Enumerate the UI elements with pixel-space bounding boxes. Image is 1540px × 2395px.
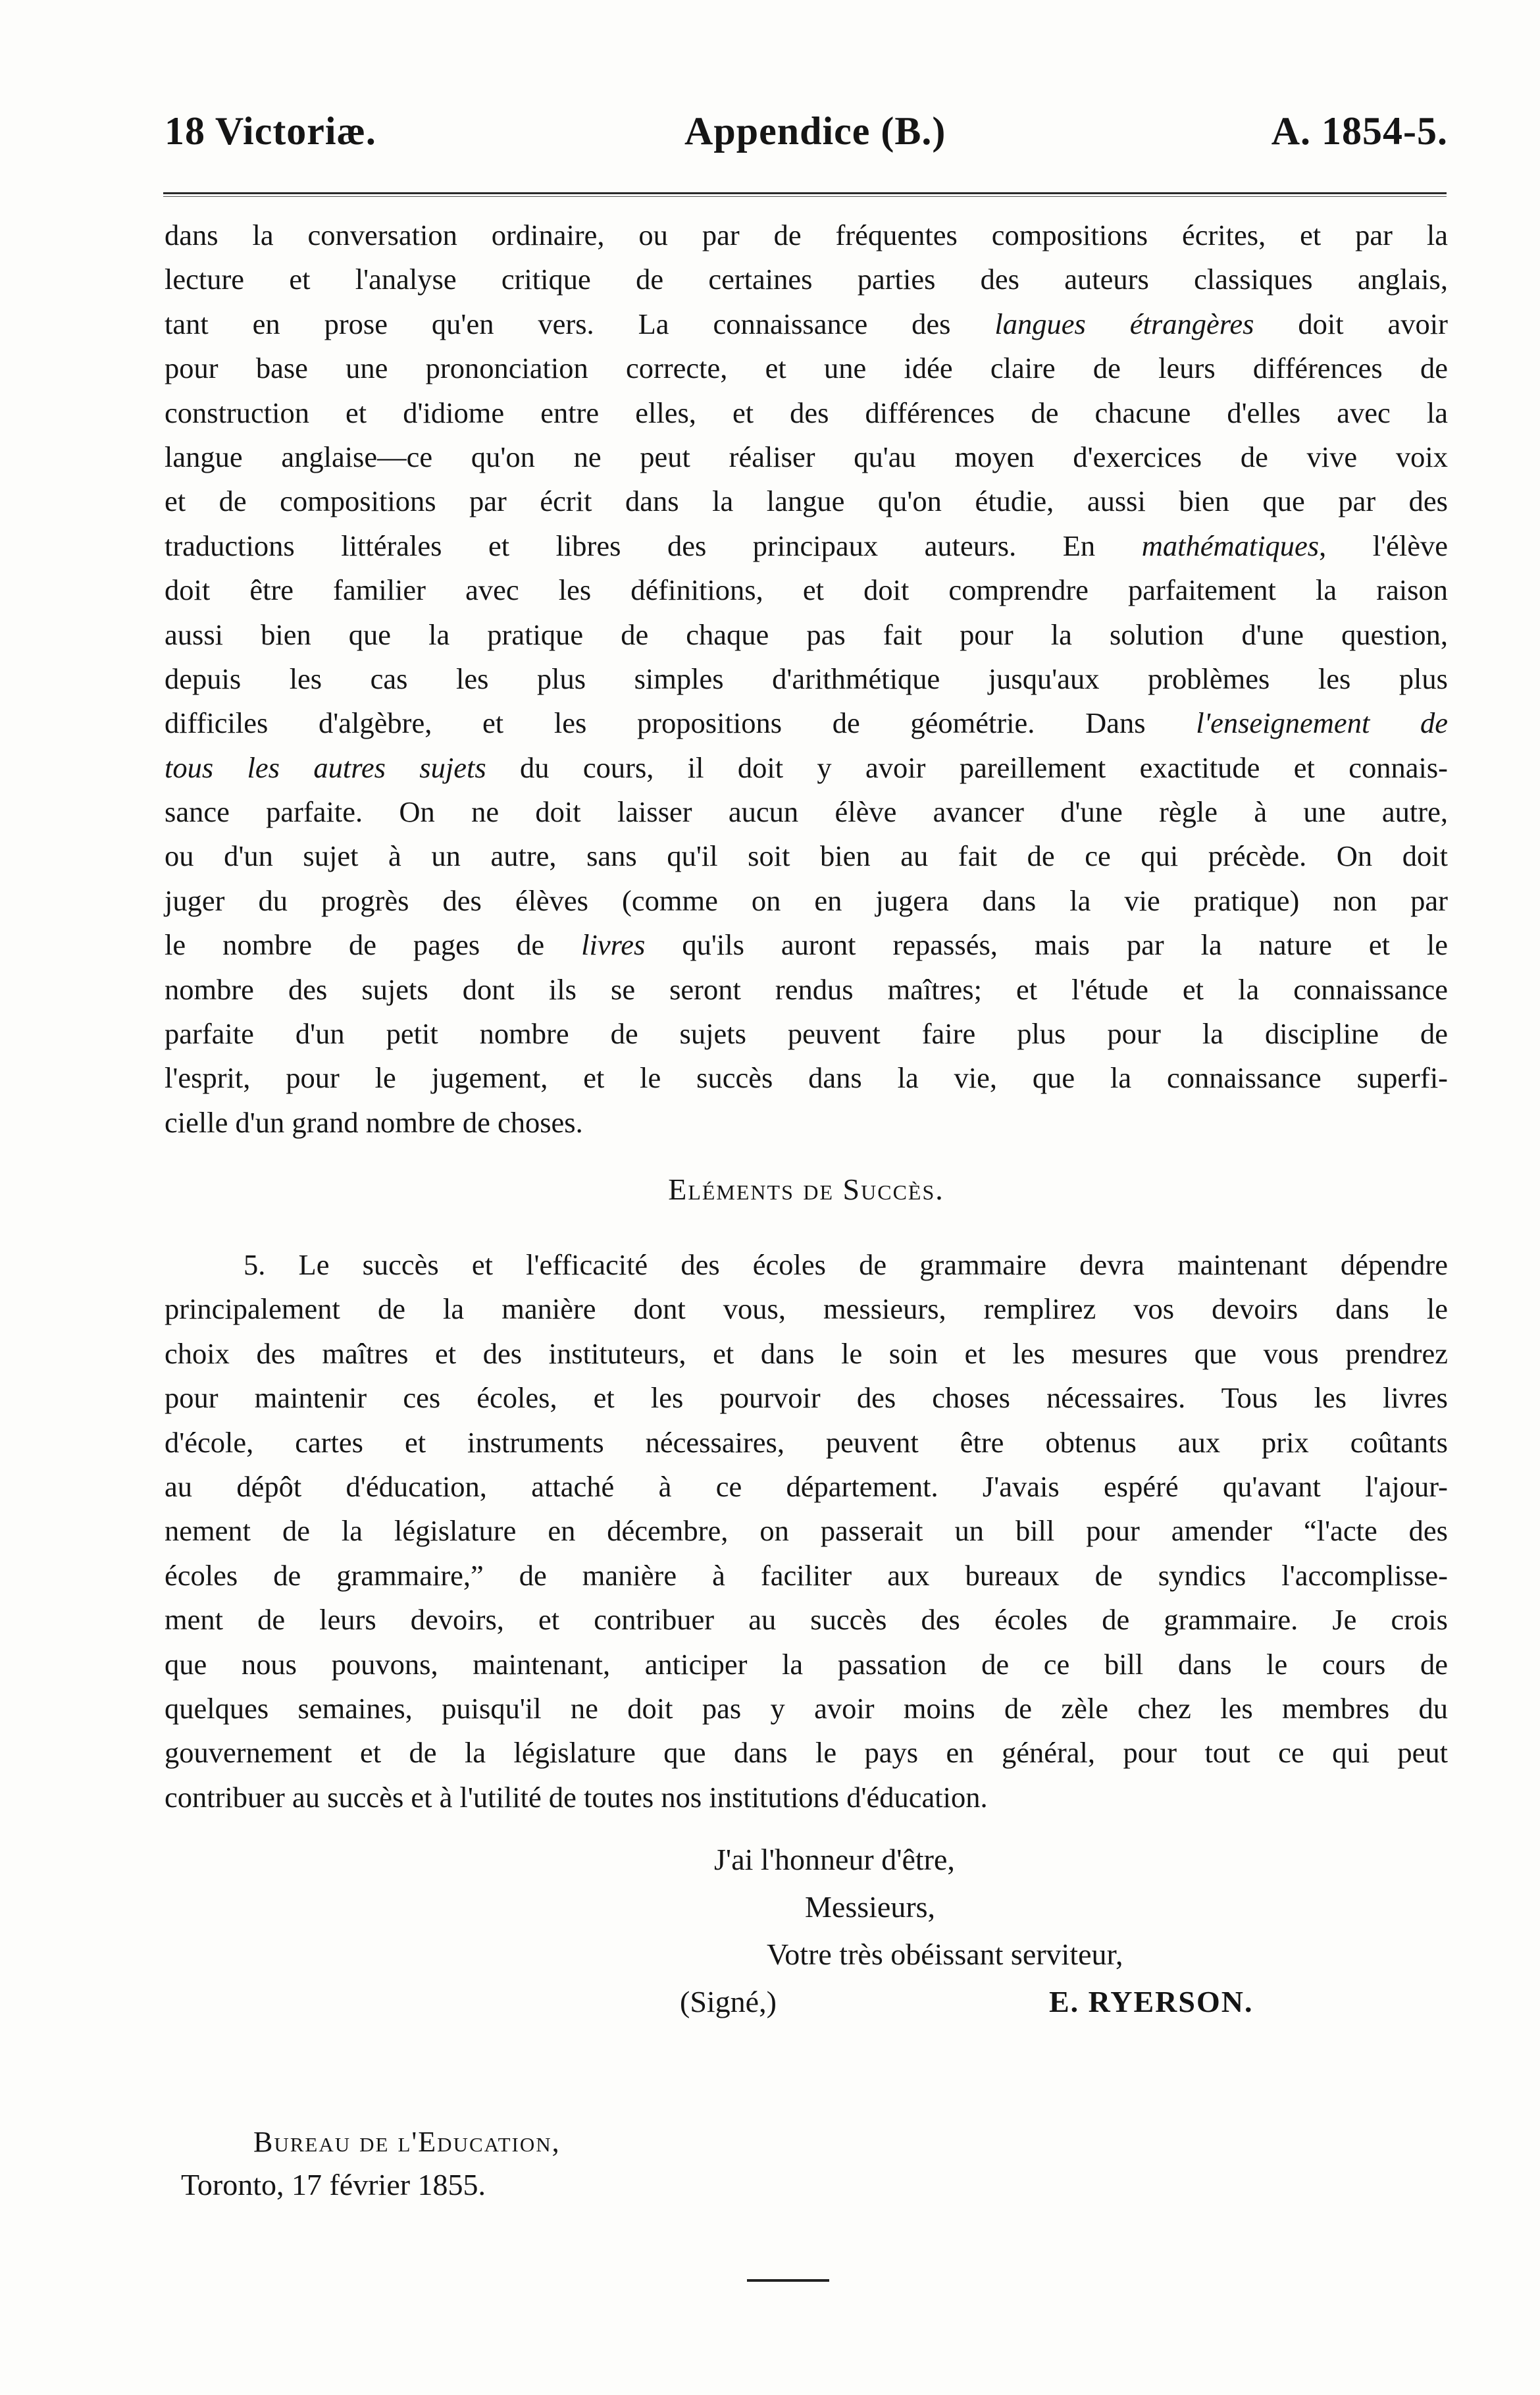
text-line: le nombre de pages de livres qu'ils auront repassés, mais par la nature et le [165, 928, 1449, 962]
text-line: que nous pouvons, maintenant, anticiper la passation de ce bill dans le cours de [165, 1647, 1448, 1681]
text-line: juger du progrès des élèves (comme on en jugera dans la vie pratique) non par [165, 883, 1448, 917]
text-line: cielle d'un grand nombre de choses. [165, 1105, 583, 1139]
end-rule [747, 2279, 829, 2286]
emphasis-mathematiques: mathématiques [1141, 529, 1320, 562]
text-line: parfaite d'un petit nombre de sujets peuvent faire plus pour la discipline de [165, 1017, 1448, 1051]
emphasis-enseignement: l'enseignement de [1196, 706, 1448, 740]
header-rule [163, 192, 1447, 194]
bureau-line: Bureau de l'Education, [253, 2126, 561, 2158]
paragraph-continuation [165, 213, 1448, 1145]
text-line: langue anglaise—ce qu'on ne peut réaliser qu'au moyen d'exercices de vive voix [165, 440, 1448, 473]
text-line: aussi bien que la pratique de chaque pas fait pour la solution d'une question, [165, 618, 1448, 651]
text-line: nement de la législature en décembre, on passerait un bill pour amender “l'acte des [165, 1514, 1448, 1548]
signature-name: E. RYERSON. [1049, 1985, 1254, 2018]
paragraph-5 [165, 1243, 1448, 1820]
text-line: tous les autres sujets du cours, il doit y avoir pareillement exactitude et connais- [165, 750, 1448, 784]
section-title: Eléments de Succès. [668, 1172, 944, 1206]
header-year: A. 1854-5. [1271, 109, 1448, 153]
text-line: ou d'un sujet à un autre, sans qu'il soit bien au fait de ce qui précède. On doit [165, 839, 1448, 873]
text-line: écoles de grammaire,” de manière à faciliter aux bureaux de syndics l'accomplisse- [165, 1558, 1448, 1592]
text-line: traductions littérales et libres des principaux auteurs. En mathématiques, l'élève [165, 529, 1449, 562]
text-line: pour base une prononciation correcte, et une idée claire de leurs différences de [165, 352, 1448, 385]
text-line: et de compositions par écrit dans la langue qu'on étudie, aussi bien que par des [165, 485, 1448, 518]
text-line: choix des maîtres et des instituteurs, et dans le soin et les mesures que vous prendrez [165, 1336, 1448, 1370]
text-line: ment de leurs devoirs, et contribuer au succès des écoles de grammaire. Je crois [165, 1603, 1448, 1637]
text-line: construction et d'idiome entre elles, et des différences de chacune d'elles avec la [165, 396, 1448, 429]
header-session: 18 Victoriæ. [165, 109, 376, 153]
closing-servant: Votre très obéissant serviteur, [767, 1937, 1123, 1971]
text-line: quelques semaines, puisqu'il ne doit pas y avoir moins de zèle chez les membres du [165, 1691, 1448, 1725]
emphasis-livres: livres [581, 928, 646, 962]
closing-honour: J'ai l'honneur d'être, [714, 1843, 955, 1876]
closing-signed: (Signé,) [680, 1985, 777, 2018]
header-appendix: Appendice (B.) [684, 109, 946, 153]
emphasis-sujets: tous les autres sujets [165, 750, 486, 784]
text-line: l'esprit, pour le jugement, et le succès dans la vie, que la connaissance superfi- [165, 1061, 1448, 1095]
text-line: sance parfaite. On ne doit laisser aucun élève avancer d'une règle à une autre, [165, 795, 1448, 829]
text-line: lecture et l'analyse critique de certaines parties des auteurs classiques anglais, [165, 263, 1448, 296]
text-line: au dépôt d'éducation, attaché à ce département. J'avais espéré qu'avant l'ajour- [165, 1469, 1448, 1503]
text-line: d'école, cartes et instruments nécessaires, peuvent être obtenus aux prix coûtants [165, 1425, 1448, 1459]
text-line: tant en prose qu'en vers. La connaissance des langues étrangères doit avoir [165, 307, 1448, 340]
emphasis-langues: langues étrangères [994, 307, 1254, 340]
place-date: Toronto, 17 février 1855. [181, 2168, 486, 2201]
text-line: gouvernement et de la législature que dans le pays en général, pour tout ce qui peut [165, 1736, 1448, 1770]
text-line: doit être familier avec les définitions, et doit comprendre parfaitement la raison [165, 573, 1448, 607]
text-line: depuis les cas les plus simples d'arithmétique jusqu'aux problèmes les plus [165, 662, 1448, 695]
text-line: dans la conversation ordinaire, ou par de fréquentes compositions écrites, et par la [165, 219, 1448, 251]
closing-salutation: Messieurs, [805, 1890, 936, 1924]
text-line: pour maintenir ces écoles, et les pourvoir des choses nécessaires. Tous les livres [165, 1381, 1448, 1415]
text-line: 5. Le succès et l'efficacité des écoles de grammaire devra maintenant dépendre [244, 1248, 1448, 1281]
text-line: difficiles d'algèbre, et les propositions de géométrie. Dans l'enseignement de [165, 706, 1448, 740]
running-header [165, 109, 1448, 168]
text-line: nombre des sujets dont ils se seront rendus maîtres; et l'étude et la connaissance [165, 972, 1448, 1006]
text-line: principalement de la manière dont vous, messieurs, remplirez vos devoirs dans le [165, 1292, 1448, 1326]
text-line: contribuer au succès et à l'utilité de toutes nos institutions d'éducation. [165, 1780, 988, 1814]
